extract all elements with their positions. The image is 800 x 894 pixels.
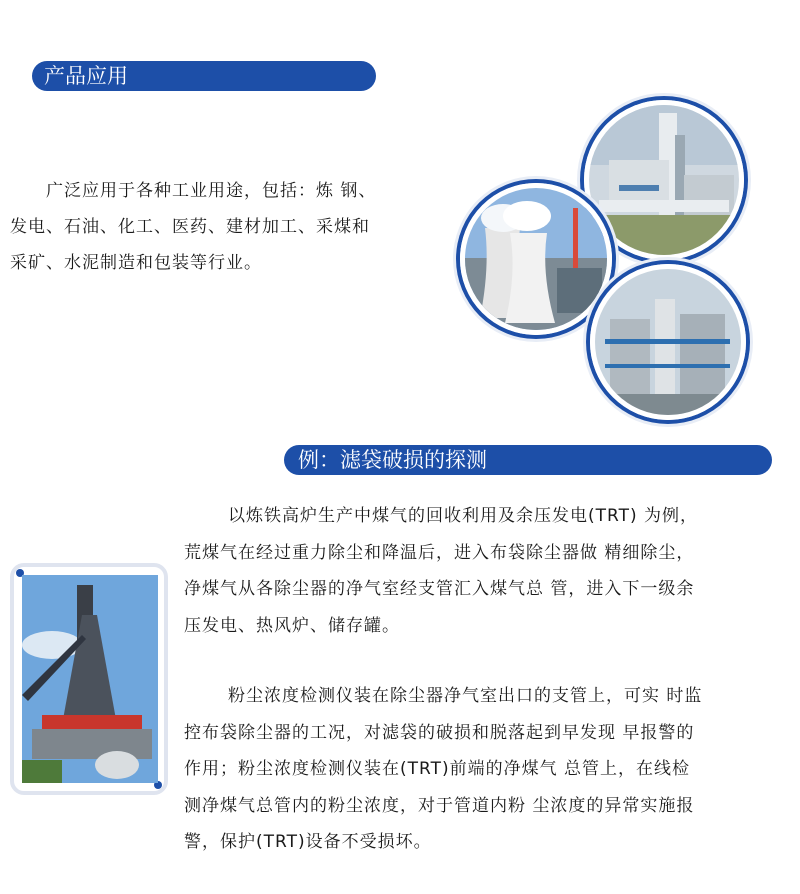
dust-removal-equipment-photo	[590, 264, 746, 420]
text-line: 粉尘浓度检测仪装在除尘器净气室出口的支管上，可实 时监	[228, 686, 703, 706]
section-banner-filter-bag-detection	[284, 445, 772, 475]
example-paragraph-2	[184, 678, 774, 861]
text-line: 发电、石油、化工、医药、建材加工、采煤和	[10, 217, 370, 237]
text-line: 净煤气从各除尘器的净气室经支管汇入煤气总 管，进入下一级余	[184, 579, 695, 599]
section-title: 例：滤袋破损的探测	[298, 448, 487, 472]
section-title: 产品应用	[44, 64, 128, 88]
blast-furnace-photo	[22, 575, 158, 783]
text-line: 警，保护(TRT)设备不受损坏。	[184, 832, 432, 852]
example-paragraph-1	[184, 498, 774, 644]
text-line: 控布袋除尘器的工况，对滤袋的破损和脱落起到早发现 早报警的	[184, 722, 695, 743]
application-paragraph	[10, 173, 440, 281]
text-line: 压发电、热风炉、储存罐。	[184, 615, 400, 636]
text-line: 以炼铁高炉生产中煤气的回收利用及余压发电(TRT) 为例，	[228, 506, 699, 526]
text-line: 测净煤气总管内的粉尘浓度，对于管道内粉 尘浓度的异常实施报	[184, 795, 695, 816]
cooling-tower-photo	[460, 183, 612, 335]
text-line: 作用；粉尘浓度检测仪装在(TRT)前端的净煤气 总管上，在线检	[184, 759, 691, 779]
text-line: 广泛应用于各种工业用途，包括：炼 钢、	[46, 181, 377, 201]
text-line: 荒煤气在经过重力除尘和降温后，进入布袋除尘器做 精细除尘，	[184, 542, 695, 563]
text-line: 采矿、水泥制造和包装等行业。	[10, 253, 262, 273]
section-banner-product-application	[32, 61, 376, 91]
